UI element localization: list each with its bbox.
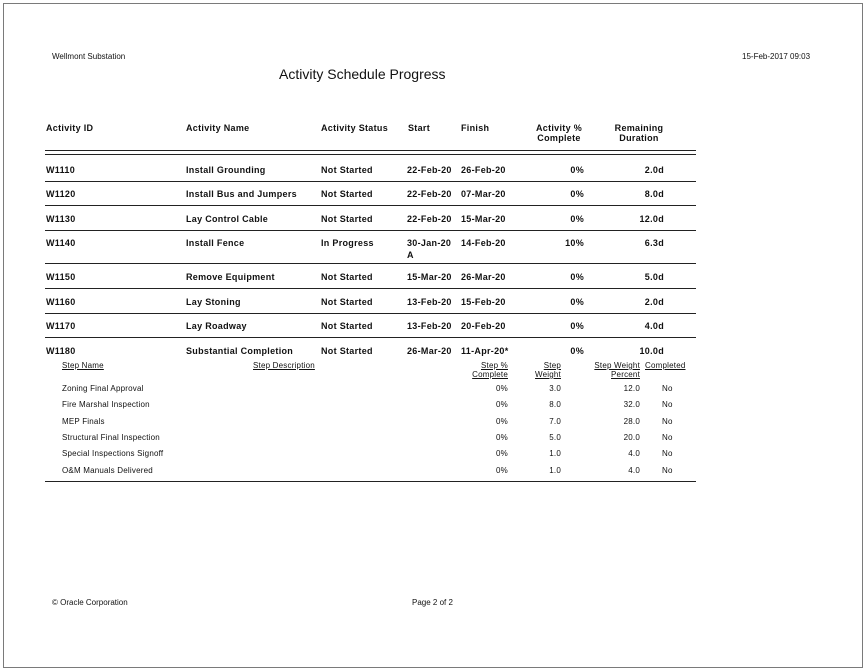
step-col-pct bbox=[464, 361, 508, 379]
activity-id: W1130 bbox=[46, 214, 76, 224]
activity-pct: 0% bbox=[570, 214, 584, 224]
step-col-completed: Completed bbox=[645, 361, 686, 370]
activity-remaining: 5.0d bbox=[644, 272, 664, 282]
footer-page-number: Page 2 of 2 bbox=[412, 598, 453, 607]
col-start: Start bbox=[408, 123, 431, 133]
header-divider-top bbox=[45, 150, 696, 151]
activity-start: 22-Feb-20 bbox=[407, 214, 452, 224]
project-name: Wellmont Substation bbox=[52, 52, 126, 61]
table-bottom-divider bbox=[45, 481, 696, 482]
row-divider bbox=[45, 313, 696, 314]
step-col-wpct-line2: Percent bbox=[611, 370, 640, 379]
step-col-description: Step Description bbox=[253, 361, 315, 370]
activity-remaining: 2.0d bbox=[644, 165, 664, 175]
activity-status: In Progress bbox=[321, 238, 374, 248]
activity-remaining: 10.0d bbox=[639, 346, 664, 356]
activity-finish: 26-Mar-20 bbox=[461, 272, 506, 282]
step-name: Structural Final Inspection bbox=[62, 433, 160, 442]
footer-copyright: © Oracle Corporation bbox=[52, 598, 128, 607]
activity-finish: 26-Feb-20 bbox=[461, 165, 506, 175]
activity-status: Not Started bbox=[321, 165, 373, 175]
step-completed: No bbox=[662, 400, 673, 409]
activity-finish: 11-Apr-20* bbox=[461, 346, 509, 356]
step-weight-percent: 4.0 bbox=[628, 466, 640, 475]
step-col-pct-line2: Complete bbox=[472, 370, 508, 379]
activity-finish: 20-Feb-20 bbox=[461, 321, 506, 331]
activity-pct: 0% bbox=[570, 321, 584, 331]
step-name: Special Inspections Signoff bbox=[62, 449, 164, 458]
step-completed: No bbox=[662, 449, 673, 458]
step-pct: 0% bbox=[496, 417, 508, 426]
activity-remaining: 12.0d bbox=[639, 214, 664, 224]
activity-name: Lay Roadway bbox=[186, 321, 247, 331]
col-finish: Finish bbox=[461, 123, 490, 133]
step-pct: 0% bbox=[496, 384, 508, 393]
activity-name: Remove Equipment bbox=[186, 272, 275, 282]
activity-id: W1170 bbox=[46, 321, 76, 331]
step-pct: 0% bbox=[496, 449, 508, 458]
activity-start: 15-Mar-20 bbox=[407, 272, 452, 282]
activity-start: 13-Feb-20 bbox=[407, 297, 452, 307]
step-weight-percent: 32.0 bbox=[623, 400, 640, 409]
step-name: O&M Manuals Delivered bbox=[62, 466, 153, 475]
step-col-name: Step Name bbox=[62, 361, 104, 370]
activity-name: Substantial Completion bbox=[186, 346, 294, 356]
step-weight-percent: 4.0 bbox=[628, 449, 640, 458]
row-divider bbox=[45, 337, 696, 338]
activity-pct: 0% bbox=[570, 297, 584, 307]
row-divider bbox=[45, 230, 696, 231]
activity-id: W1150 bbox=[46, 272, 76, 282]
activity-start: 22-Feb-20 bbox=[407, 165, 452, 175]
step-name: MEP Finals bbox=[62, 417, 105, 426]
activity-status: Not Started bbox=[321, 321, 373, 331]
step-pct: 0% bbox=[496, 433, 508, 442]
step-pct: 0% bbox=[496, 466, 508, 475]
col-remaining-line2: Duration bbox=[619, 133, 659, 143]
activity-id: W1180 bbox=[46, 346, 76, 356]
activity-name: Install Grounding bbox=[186, 165, 266, 175]
activity-id: W1120 bbox=[46, 189, 76, 199]
step-weight: 1.0 bbox=[549, 449, 561, 458]
activity-pct: 0% bbox=[570, 165, 584, 175]
activity-start: 22-Feb-20 bbox=[407, 189, 452, 199]
row-divider bbox=[45, 263, 696, 264]
activity-pct: 0% bbox=[570, 189, 584, 199]
activity-status: Not Started bbox=[321, 272, 373, 282]
activity-remaining: 2.0d bbox=[644, 297, 664, 307]
step-name: Zoning Final Approval bbox=[62, 384, 144, 393]
step-col-weight-line1: Step bbox=[543, 361, 561, 370]
step-completed: No bbox=[662, 417, 673, 426]
activity-pct: 10% bbox=[565, 238, 584, 248]
step-completed: No bbox=[662, 466, 673, 475]
activity-finish: 07-Mar-20 bbox=[461, 189, 506, 199]
step-weight: 1.0 bbox=[549, 466, 561, 475]
report-date: 15-Feb-2017 09:03 bbox=[742, 52, 811, 61]
activity-finish: 15-Mar-20 bbox=[461, 214, 506, 224]
activity-remaining: 8.0d bbox=[644, 189, 664, 199]
step-col-weight bbox=[524, 361, 561, 379]
header-divider-bottom bbox=[45, 154, 696, 155]
step-completed: No bbox=[662, 433, 673, 442]
activity-id: W1140 bbox=[46, 238, 76, 248]
activity-start: 13-Feb-20 bbox=[407, 321, 452, 331]
step-col-pct-line1: Step % bbox=[481, 361, 508, 370]
activity-name: Lay Control Cable bbox=[186, 214, 269, 224]
step-pct: 0% bbox=[496, 400, 508, 409]
col-activity-pct-line1: Activity % bbox=[535, 123, 582, 133]
activity-finish: 14-Feb-20 bbox=[461, 238, 506, 248]
row-divider bbox=[45, 288, 696, 289]
activity-start: 30-Jan-20 bbox=[407, 238, 452, 248]
activity-status: Not Started bbox=[321, 214, 373, 224]
step-weight: 8.0 bbox=[549, 400, 561, 409]
activity-remaining: 6.3d bbox=[644, 238, 664, 248]
activity-status: Not Started bbox=[321, 189, 373, 199]
activity-name: Lay Stoning bbox=[186, 297, 241, 307]
col-activity-name: Activity Name bbox=[186, 123, 250, 133]
activity-pct: 0% bbox=[570, 346, 584, 356]
row-divider bbox=[45, 181, 696, 182]
col-activity-status: Activity Status bbox=[321, 123, 389, 133]
step-col-weight-percent bbox=[582, 361, 640, 379]
step-completed: No bbox=[662, 384, 673, 393]
activity-name: Install Fence bbox=[186, 238, 245, 248]
report-page bbox=[3, 3, 863, 668]
step-name: Fire Marshal Inspection bbox=[62, 400, 150, 409]
col-activity-pct-line2: Complete bbox=[537, 133, 581, 143]
report-title: Activity Schedule Progress bbox=[279, 66, 446, 82]
activity-status: Not Started bbox=[321, 346, 373, 356]
activity-name: Install Bus and Jumpers bbox=[186, 189, 297, 199]
step-weight: 5.0 bbox=[549, 433, 561, 442]
col-activity-pct bbox=[524, 123, 594, 143]
step-weight-percent: 12.0 bbox=[623, 384, 640, 393]
activity-status: Not Started bbox=[321, 297, 373, 307]
activity-id: W1160 bbox=[46, 297, 76, 307]
step-weight: 3.0 bbox=[549, 384, 561, 393]
activity-pct: 0% bbox=[570, 272, 584, 282]
activity-finish: 15-Feb-20 bbox=[461, 297, 506, 307]
activity-remaining: 4.0d bbox=[644, 321, 664, 331]
col-remaining-line1: Remaining bbox=[614, 123, 664, 133]
col-remaining-duration bbox=[604, 123, 674, 143]
activity-start: 26-Mar-20 bbox=[407, 346, 452, 356]
col-activity-id: Activity ID bbox=[46, 123, 94, 133]
activity-id: W1110 bbox=[46, 165, 76, 175]
step-col-wpct-line1: Step Weight bbox=[594, 361, 640, 370]
step-weight: 7.0 bbox=[549, 417, 561, 426]
row-divider bbox=[45, 205, 696, 206]
step-weight-percent: 28.0 bbox=[623, 417, 640, 426]
activity-start-actual-flag: A bbox=[407, 250, 414, 260]
step-col-weight-line2: Weight bbox=[535, 370, 561, 379]
step-weight-percent: 20.0 bbox=[623, 433, 640, 442]
